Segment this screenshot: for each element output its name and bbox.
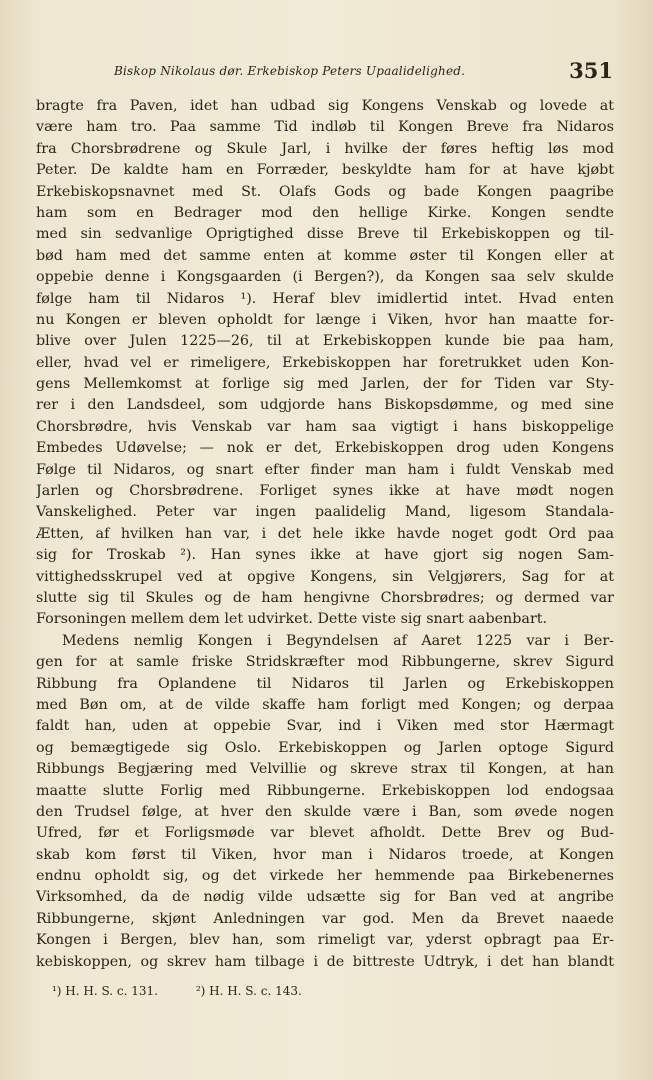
page-number: 351	[569, 58, 613, 83]
text-line: Ribbungs Begjæring med Velvillie og skreve strax til Kongen, at han	[36, 761, 614, 778]
text-line: Vanskelighed. Peter var ingen paalidelig Mand, ligesom Standala-	[36, 504, 614, 521]
text-line: Medens nemlig Kongen i Begyndelsen af Aaret 1225 var i Ber-	[62, 632, 614, 649]
text-line: Embedes Udøvelse; — nok er det, Erkebiskoppen drog uden Kongens	[36, 440, 614, 457]
text-line: oppebie denne i Kongsgaarden (i Bergen?), da Kongen saa selv skulde	[36, 269, 614, 286]
text-line: følge ham til Nidaros ¹). Heraf blev imidlertid intet. Hvad enten	[36, 290, 614, 307]
text-line: fra Chorsbrødrene og Skule Jarl, i hvilke der føres heftig løs mod	[36, 140, 614, 157]
text-line: rer i den Landsdeel, som udgjorde hans Biskopsdømme, og med sine	[36, 397, 614, 414]
text-line: skab kom først til Viken, hvor man i Nidaros troede, at Kongen	[36, 846, 614, 863]
text-line: ham som en Bedrager mod den hellige Kirke. Kongen sendte	[36, 204, 614, 221]
text-line: eller, hvad vel er rimeligere, Erkebiskoppen har foretrukket uden Kon-	[36, 354, 614, 371]
text-line: Forsoningen mellem dem let udvirket. Dette viste sig snart aabenbart.	[36, 611, 548, 628]
text-line: endnu opholdt sig, og det virkede her hemmende paa Birkebenernes	[36, 868, 614, 885]
text-line: Erkebiskopsnavnet med St. Olafs Gods og bade Kongen paagribe	[36, 183, 614, 200]
text-line: Kongen i Bergen, blev han, som rimeligt var, yderst opbragt paa Er-	[36, 932, 614, 949]
text-line: faldt han, uden at oppebie Svar, ind i Viken med stor Hærmagt	[36, 718, 614, 735]
text-line: slutte sig til Skules og de ham hengivne Chorsbrødres; og dermed var	[36, 589, 614, 606]
text-line: med sin sedvanlige Oprigtighed disse Breve til Erkebiskoppen og til-	[36, 226, 614, 243]
text-line: gens Mellemkomst at forlige sig med Jarlen, der for Tiden var Sty-	[36, 376, 614, 393]
text-line: og bemægtigede sig Oslo. Erkebiskoppen og Jarlen optoge Sigurd	[36, 739, 614, 756]
text-line: maatte slutte Forlig med Ribbungerne. Erkebiskoppen lod endogsaa	[36, 782, 614, 799]
text-line: blive over Julen 1225—26, til at Erkebiskoppen kunde bie paa ham,	[36, 333, 614, 350]
footnotes	[52, 984, 336, 998]
text-line: Følge til Nidaros, og snart efter finder man ham i fuldt Venskab med	[36, 461, 614, 478]
text-line: gen for at samle friske Stridskræfter mod Ribbungerne, skrev Sigurd	[36, 654, 614, 671]
text-line: Chorsbrødre, hvis Venskab var ham saa vigtigt i hans biskoppelige	[36, 418, 614, 435]
text-line: Jarlen og Chorsbrødrene. Forliget synes ikke at have mødt nogen	[36, 483, 614, 500]
text-line: Peter. De kaldte ham en Forræder, beskyldte ham for at have kjøbt	[36, 162, 614, 179]
body-text	[36, 96, 614, 973]
text-line: Ufred, før et Forligsmøde var blevet afholdt. Dette Brev og Bud-	[36, 825, 614, 842]
page-header	[36, 58, 613, 86]
text-line: den Trudsel følge, at hver den skulde være i Ban, som øvede nogen	[36, 803, 614, 820]
text-line: med Bøn om, at de vilde skaffe ham forligt med Kongen; og derpaa	[36, 696, 614, 713]
footnote: ²) H. H. S. c. 143.	[195, 984, 302, 998]
text-line: bragte fra Paven, idet han udbad sig Kongens Venskab og lovede at	[36, 98, 614, 114]
text-line: Ribbungerne, skjønt Anledningen var god. Men da Brevet naaede	[36, 910, 614, 927]
text-line: Virksomhed, da de nødig vilde udsætte sig for Ban ved at angribe	[36, 889, 614, 906]
running-title: Biskop Nikolaus dør. Erkebiskop Peters Upaalidelighed.	[114, 64, 466, 78]
text-line: Ætten, af hvilken han var, i det hele ikke havde noget godt Ord paa	[36, 525, 614, 542]
text-line: vittighedsskrupel ved at opgive Kongens, sin Velgjørers, Sag for at	[36, 568, 614, 585]
text-line: bød ham med det samme enten at komme øster til Kongen eller at	[36, 247, 614, 264]
footnote: ¹) H. H. S. c. 131.	[52, 984, 158, 998]
text-line: nu Kongen er bleven opholdt for længe i Viken, hvor han maatte for-	[36, 311, 614, 328]
text-line: være ham tro. Paa samme Tid indløb til Kongen Breve fra Nidaros	[36, 119, 614, 136]
text-line: kebiskoppen, og skrev ham tilbage i de bittreste Udtryk, i det han blandt	[36, 953, 614, 970]
text-line: sig for Troskab ²). Han synes ikke at have gjort sig nogen Sam-	[36, 547, 614, 564]
text-line: Ribbung fra Oplandene til Nidaros til Jarlen og Erkebiskoppen	[36, 675, 614, 692]
